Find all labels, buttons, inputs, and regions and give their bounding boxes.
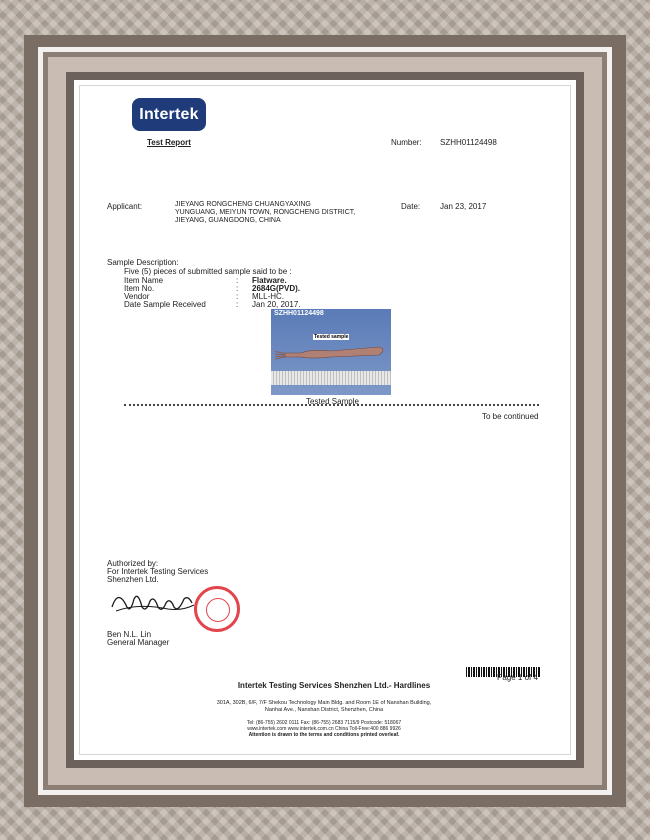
page-number: Page 1 of 4 xyxy=(497,673,538,682)
footer-address-line1: 301A, 302B, 6/F, 7/F Shekou Technology Main Bldg. and Room 1E of Nanshan Building, xyxy=(216,700,432,706)
report-page xyxy=(74,80,576,760)
sample-heading: Sample Description: xyxy=(107,258,179,267)
date-value: Jan 23, 2017 xyxy=(440,202,487,211)
item-name-label: Item Name xyxy=(124,276,164,285)
item-name-value: Flatware. xyxy=(252,276,287,285)
to-be-continued: To be continued xyxy=(482,412,539,421)
applicant-line-2: YUNGUANG, MEIYUN TOWN, RONGCHENG DISTRICT, xyxy=(175,209,356,216)
number-label: Number: xyxy=(391,138,422,147)
report-title: Test Report xyxy=(147,138,191,147)
company-seal-stamp xyxy=(194,586,240,632)
footer-attention: Attention is drawn to the terms and conditions printed overleaf. xyxy=(248,732,400,738)
intertek-logo: Intertek xyxy=(132,98,206,131)
sample-photo xyxy=(271,309,391,395)
authorized-by: Authorized by: xyxy=(107,559,159,568)
footer-tel: Tel: (86-755) 2602 0111 Fax: (86-755) 2683 7115/9 Postcode: 518067 xyxy=(246,720,402,726)
photo-report-number: SZHH01124498 xyxy=(274,310,324,317)
vendor-value: MLL-HC. xyxy=(252,292,285,301)
date-received-label: Date Sample Received xyxy=(124,300,206,309)
sample-intro: Five (5) pieces of submitted sample said to be : xyxy=(124,267,292,276)
item-no-colon: : xyxy=(236,284,239,293)
photo-tested-sample-tag: Tested sample xyxy=(314,334,349,340)
applicant-line-1: JIEYANG RONGCHENG CHUANGYAXING xyxy=(175,201,311,208)
item-no-value: 2684G(PVD). xyxy=(252,284,301,293)
date-label: Date: xyxy=(401,202,421,211)
photo-ruler xyxy=(271,371,391,385)
applicant-line-3: JIEYANG, GUANGDONG, CHINA xyxy=(175,217,281,224)
dotted-divider xyxy=(124,404,539,406)
item-name-colon: : xyxy=(236,276,239,285)
footer-company: Intertek Testing Services Shenzhen Ltd.- Hardlines xyxy=(237,681,431,690)
photo-caption: Tested Sample xyxy=(306,397,359,406)
footer-address-line2: Nanhai Ave., Nanshan District, Shenzhen, China xyxy=(264,707,384,713)
authorized-company: For Intertek Testing Services xyxy=(107,567,209,576)
applicant-label: Applicant: xyxy=(107,202,143,211)
signature xyxy=(108,585,198,625)
item-no-label: Item No. xyxy=(124,284,155,293)
date-received-value: Jan 20, 2017. xyxy=(252,300,301,309)
footer-web: www.intertek.com www.intertek.com.cn China Toll-Free:400 886 9926 xyxy=(247,726,401,732)
number-value: SZHH01124498 xyxy=(440,138,497,147)
authorized-company-city: Shenzhen Ltd. xyxy=(107,575,159,584)
vendor-colon: : xyxy=(236,292,239,301)
date-received-colon: : xyxy=(236,300,239,309)
vendor-label: Vendor xyxy=(124,292,150,301)
signatory-title: General Manager xyxy=(107,638,170,647)
signatory-name: Ben N.L. Lin xyxy=(107,630,152,639)
